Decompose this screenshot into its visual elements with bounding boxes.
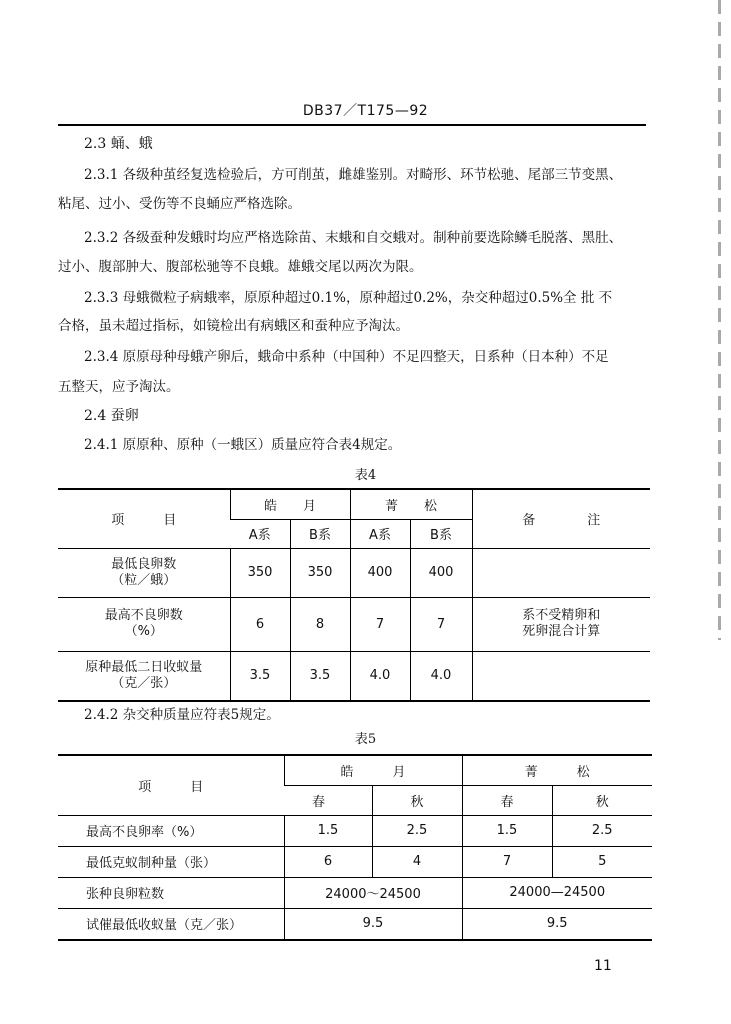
scan-edge-artifact — [718, 0, 721, 640]
table-cell: 4 — [372, 846, 462, 877]
table5-header-haoyue: 皓 月 — [284, 755, 462, 785]
row-label: 张种良卵粒数 — [58, 877, 284, 908]
table-row — [58, 815, 652, 846]
table-row — [58, 597, 650, 651]
table-cell: 9.5 — [284, 908, 462, 940]
table-cell: 4.0 — [410, 651, 472, 701]
table-cell: 350 — [230, 548, 290, 597]
table-cell-note — [472, 651, 650, 701]
table-cell: 8 — [290, 597, 350, 651]
table-cell: 400 — [410, 548, 472, 597]
row-label: 试催最低收蚁量（克／张） — [86, 918, 243, 934]
paragraph-2-3-4-line2: 五整天，应予淘汰。 — [58, 379, 180, 395]
table4-header-haoyue: 皓 月 — [230, 489, 350, 519]
section-2-3-heading: 2.3 蛹、蛾 — [84, 136, 153, 152]
table4-subheader: B系 — [290, 519, 350, 548]
document-code-header: DB37／T175—92 — [302, 103, 429, 119]
table4-subheader: A系 — [350, 519, 410, 548]
table-cell: 5 — [552, 846, 652, 877]
table-cell-note: 系不受精卵和 死卵混合计算 — [472, 597, 650, 651]
table-cell: 400 — [350, 548, 410, 597]
paragraph-2-3-3-line2: 合格，虽未超过指标，如镜检出有病蛾区和蚕种应予淘汰。 — [58, 318, 409, 334]
header-rule — [58, 124, 646, 126]
table-cell: 350 — [290, 548, 350, 597]
paragraph-2-3-3-line1: 2.3.3 母蛾微粒子病蛾率，原原种超过0.1%，原种超过0.2%，杂交种超过0.5%全 批 不 — [84, 290, 613, 306]
section-2-4-heading: 2.4 蚕卵 — [84, 408, 139, 424]
paragraph-2-4-2: 2.4.2 杂交种质量应符表5规定。 — [84, 707, 280, 723]
table-row — [58, 846, 652, 877]
table-cell: 7 — [350, 597, 410, 651]
table-cell: 2.5 — [552, 815, 652, 846]
table-cell: 4.0 — [350, 651, 410, 701]
table4 — [58, 488, 650, 702]
table-cell: 2.5 — [372, 815, 462, 846]
row-label: 最高不良卵数 （%） — [58, 597, 230, 651]
paragraph-2-3-2-line2: 过小、腹部肿大、腹部松驰等不良蛾。雄蛾交尾以两次为限。 — [58, 259, 423, 275]
table-cell: 1.5 — [284, 815, 372, 846]
table5-caption: 表5 — [354, 732, 377, 747]
table5-header-item: 项 目 — [58, 755, 284, 815]
table-cell: 3.5 — [230, 651, 290, 701]
paragraph-2-3-2-line1: 2.3.2 各级蚕种发蛾时均应严格选除苗、末蛾和自交蛾对。制种前要选除鳞毛脱落、黑肚、 — [84, 230, 623, 246]
paragraph-2-4-1: 2.4.1 原原种、原种（一蛾区）质量应符合表4规定。 — [84, 437, 402, 453]
row-label: 最高不良卵率（%） — [58, 815, 284, 846]
row-label: 原种最低二日收蚁量 （克／张） — [85, 659, 203, 691]
row-label: 最低克蚁制种量（张） — [58, 846, 284, 877]
table-row — [58, 651, 650, 701]
table4-header-jingsong: 菁 松 — [350, 489, 472, 519]
paragraph-2-3-4-line1: 2.3.4 原原母种母蛾产卵后，蛾命中系种（中国种）不足四整天，日系种（日本种）不足 — [84, 349, 609, 365]
table-cell: 3.5 — [290, 651, 350, 701]
table-row — [58, 877, 652, 908]
table4-header-remarks: 备 注 — [472, 489, 650, 548]
table4-caption: 表4 — [354, 468, 377, 483]
row-label: 最低良卵数 （粒／蛾） — [58, 548, 230, 597]
table4-header-item: 项 目 — [58, 489, 230, 548]
table-cell: 9.5 — [462, 908, 652, 940]
table4-subheader: A系 — [230, 519, 290, 548]
table-cell: 6 — [230, 597, 290, 651]
table-cell: 24000～24500 — [284, 877, 462, 908]
table-row — [58, 548, 650, 597]
table5-subheader: 秋 — [372, 785, 462, 815]
page-number: 11 — [594, 958, 612, 974]
table5-subheader: 秋 — [552, 785, 652, 815]
table-row — [58, 908, 652, 940]
table5-header-jingsong: 菁 松 — [462, 755, 652, 785]
table-cell-note — [472, 548, 650, 597]
table-cell: 24000—24500 — [462, 877, 652, 908]
paragraph-2-3-1-line2: 粘尾、过小、受伤等不良蛹应严格选除。 — [58, 196, 301, 212]
table5 — [58, 754, 652, 941]
table-cell: 7 — [410, 597, 472, 651]
table-cell: 1.5 — [462, 815, 552, 846]
paragraph-2-3-1-line1: 2.3.1 各级种茧经复选检验后，方可削茧，雌雄鉴别。对畸形、环节松驰、尾部三节变黑、 — [84, 167, 623, 183]
table4-subheader: B系 — [410, 519, 472, 548]
table-cell: 7 — [462, 846, 552, 877]
table-cell: 6 — [284, 846, 372, 877]
table5-subheader: 春 — [462, 785, 552, 815]
table5-subheader: 春 — [284, 785, 372, 815]
